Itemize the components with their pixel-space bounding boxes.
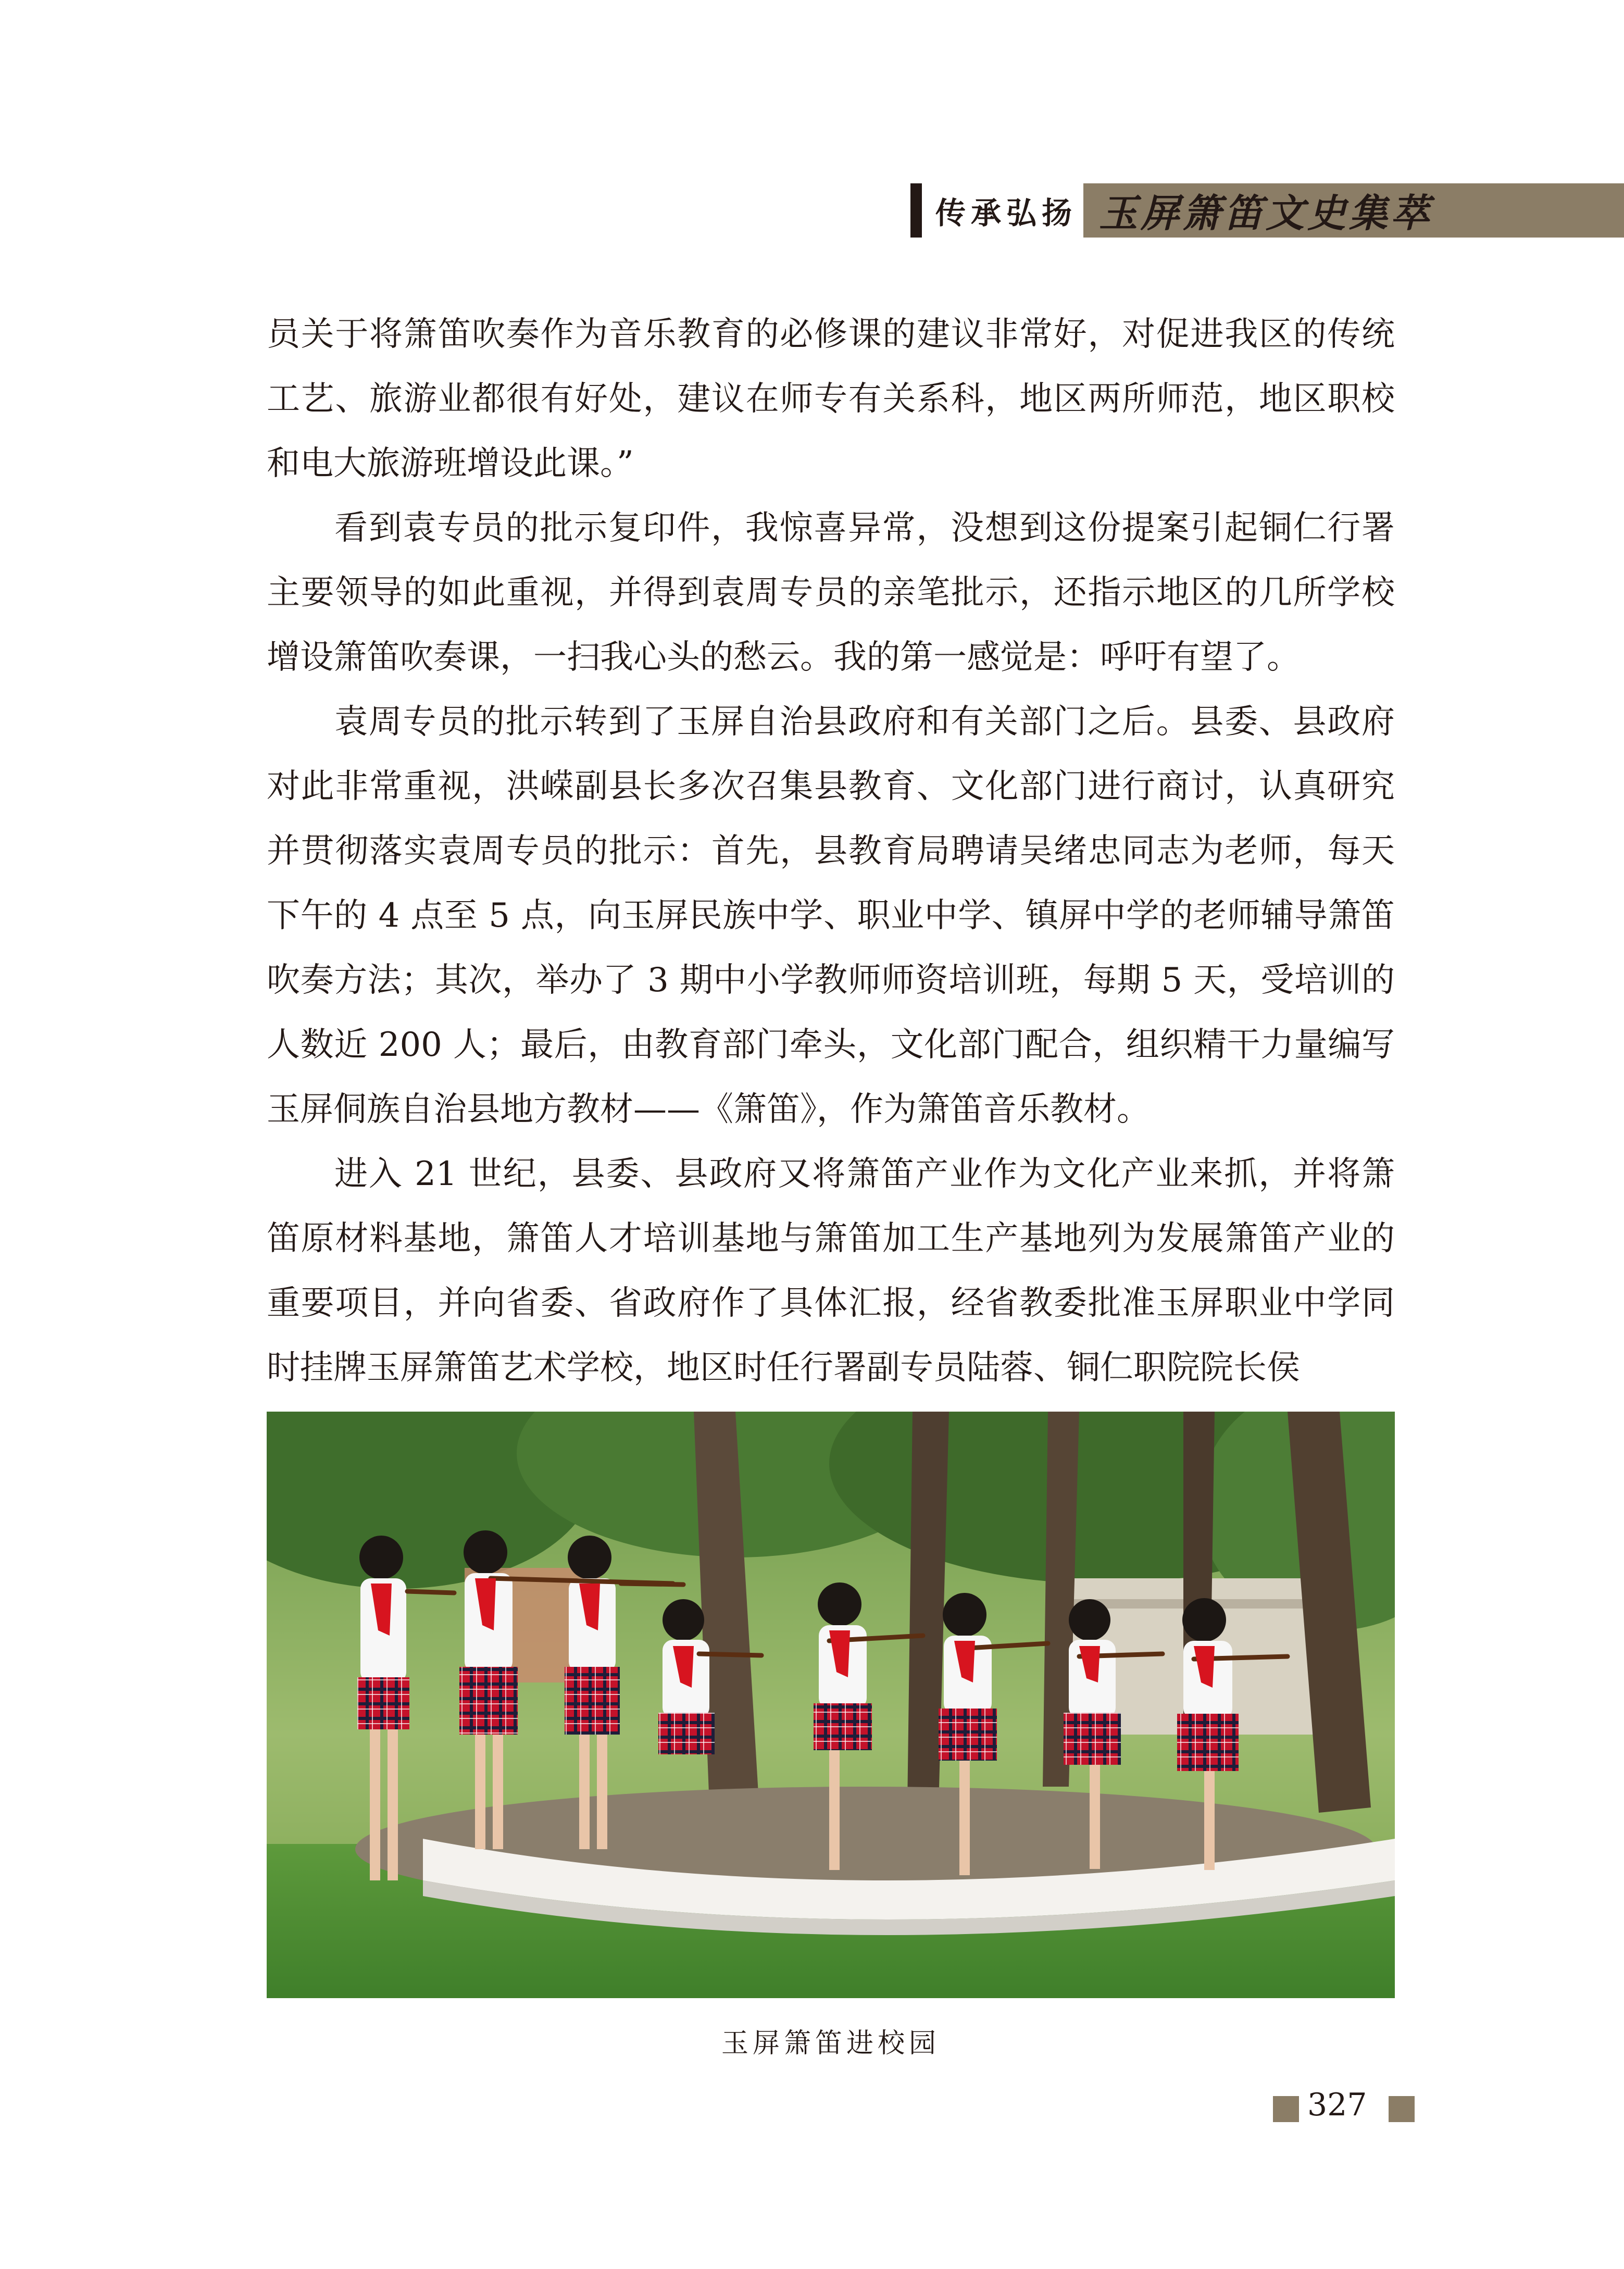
folio-marker-right <box>1389 2096 1415 2122</box>
book-title-band <box>1083 183 1624 238</box>
section-title: 传承弘扬 <box>935 195 1078 231</box>
photo-flute-students <box>267 1412 1395 1998</box>
header-rule <box>910 183 922 238</box>
paragraph: 进入 21 世纪，县委、县政府又将箫笛产业作为文化产业来抓，并将箫笛原材料基地，箫笛人才培训基地与箫笛加工生产基地列为发展箫笛产业的重要项目，并向省委、省政府作了具体汇报，经省教委批准玉屏职业中学同时挂牌玉屏箫笛艺术学校，地区时任行署副专员陆蓉、铜仁职院院长侯 <box>267 1155 1395 1387</box>
paragraph: 员关于将箫笛吹奏作为音乐教育的必修课的建议非常好，对促进我区的传统工艺、旅游业都很有好处，建议在师专有关系科，地区两所师范，地区职校和电大旅游班增设此课。” <box>267 315 1395 483</box>
paragraph: 袁周专员的批示转到了玉屏自治县政府和有关部门之后。县委、县政府对此非常重视，洪嵘副县长多次召集县教育、文化部门进行商讨，认真研究并贯彻落实袁周专员的批示：首先，县教育局聘请吴绪忠同志为老师，每天下午的 4 点至 5 点，向玉屏民族中学、职业中学、镇屏中学的老师辅导箫笛吹奏方法；其次，举办了 3 期中小学教师师资培训班，每期 5 天，受培训的人数近 200 人；最后，由教育部门牵头，文化部门配合，组织精干力量编写玉屏侗族自治县地方教材——《箫笛》，作为箫笛音乐教材。 <box>267 703 1395 1129</box>
book-title: 玉屏箫笛文史集萃 <box>1099 191 1432 236</box>
photo-caption: 玉屏箫笛进校园 <box>721 2028 940 2059</box>
paragraph: 看到袁专员的批示复印件，我惊喜异常，没想到这份提案引起铜仁行署主要领导的如此重视，并得到袁周专员的亲笔批示，还指示地区的几所学校增设箫笛吹奏课，一扫我心头的愁云。我的第一感觉是：呼吁有望了。 <box>267 509 1395 677</box>
folio-marker-left <box>1273 2096 1299 2122</box>
page-number: 327 <box>1307 2087 1367 2123</box>
body-text <box>267 302 1395 1400</box>
